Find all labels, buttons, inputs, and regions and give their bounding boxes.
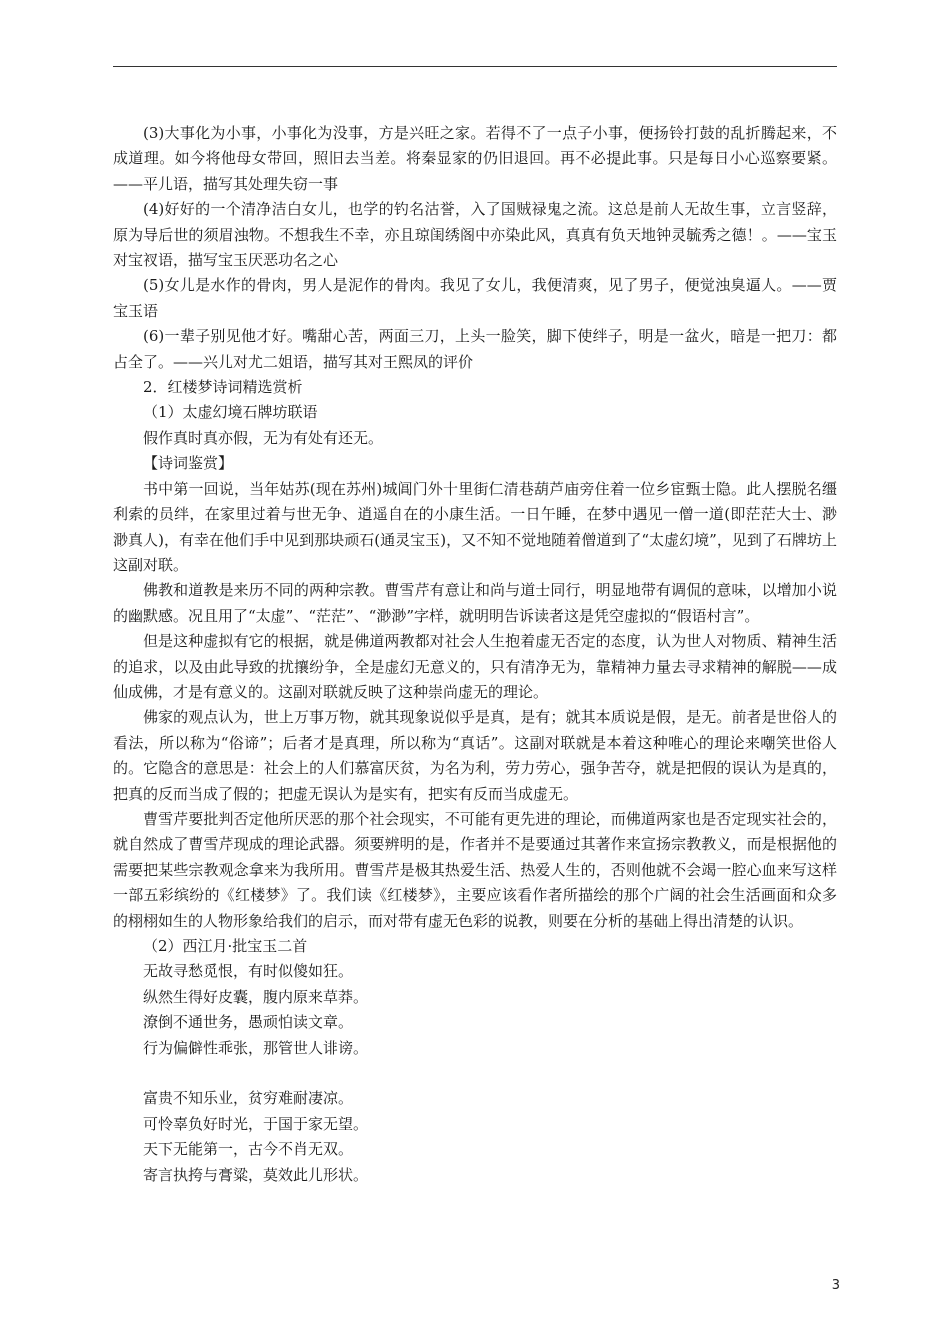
section-heading-poems: 2．红楼梦诗词精选赏析 [143,378,303,397]
appreciation-label: 【诗词鉴赏】 [143,454,234,473]
header-rule [113,66,837,67]
subheading-couplet: （1）太虚幻境石牌坊联语 [143,403,318,422]
analysis-paragraph: 佛教和道教是来历不同的两种宗教。曹雪芹有意让和尚与道士同行，明显地带有调侃的意味，以增加小说的幽默感。况且用了“太虚”、“茫茫”、“渺渺”字样，就明明告诉读者这是凭空虚拟的“假语村言”。 [113,581,837,625]
poem-line: 无故寻愁觅恨，有时似傻如狂。 [143,962,354,981]
subheading-xijiangyue: （2）西江月·批宝玉二首 [143,937,308,955]
poem-line: 可怜辜负好时光，于国于家无望。 [143,1114,369,1133]
quote-4: (4)好好的一个清净洁白女儿，也学的钓名沽誉，入了国贼禄鬼之流。这总是前人无故生事，立言竖辞，原为导后世的须眉浊物。不想我生不幸，亦且琼闺绣阁中亦染此风，真真有负天地钟灵毓秀之德！。——宝玉对宝衩语，描写宝玉厌恶功名之心 [113,200,837,270]
analysis-paragraph: 但是这种虚拟有它的根据，就是佛道两教都对社会人生抱着虚无否定的态度，认为世人对物质、精神生活的追求，以及由此导致的扰攘纷争，全是虚幻无意义的，只有清净无为，靠精神力量去寻求精神的解脱——成仙成佛，才是有意义的。这副对联就反映了这种崇尚虚无的理论。 [113,632,837,701]
poem-line: 寄言执挎与膏粱，莫效此儿形状。 [143,1165,369,1184]
poem-line: 行为偏僻性乖张，那管世人诽谤。 [143,1038,369,1057]
poem-stanza-1 [113,959,837,1061]
poem-line: 天下无能第一，古今不肖无双。 [143,1140,354,1159]
quote-3: (3)大事化为小事，小事化为没事，方是兴旺之家。若得不了一点子小事，便扬铃打鼓的乱折腾起来，不成道理。如今将他母女带回，照旧去当差。将秦显家的仍旧退回。再不必提此事。只是每日小心巡察要紧。——平儿语，描写其处理失窃一事 [113,124,837,193]
quote-5: (5)女儿是水作的骨肉，男人是泥作的骨肉。我见了女儿，我便清爽，见了男子，便觉浊臭逼人。——贾宝玉语 [113,276,837,320]
document-body [113,121,837,1188]
poem-line: 潦倒不通世务，愚顽怕读文章。 [143,1013,354,1032]
page-number: 3 [831,1278,840,1293]
couplet-text: 假作真时真亦假，无为有处有还无。 [143,428,384,447]
poem-line: 纵然生得好皮囊，腹内原来草莽。 [143,987,369,1006]
analysis-paragraph: 书中第一回说，当年姑苏(现在苏州)城阊门外十里街仁清巷葫芦庙旁住着一位乡宦甄士隐。此人摆脱名缰利索的员绊，在家里过着与世无争、逍遥自在的小康生活。一日午睡，在梦中遇见一僧一道(即茫茫大士、渺渺真人)，有幸在他们手中见到那块顽石(通灵宝玉)，又不知不觉地随着僧道到了“太虚幻境”，见到了石牌坊上这副对联。 [113,479,837,574]
analysis-paragraph: 曹雪芹要批判否定他所厌恶的那个社会现实，不可能有更先进的理论，而佛道两家也是否定现实社会的，就自然成了曹雪芹现成的理论武器。须要辨明的是，作者并不是要通过其著作来宣扬宗教教义，而是根据他的需要把某些宗教观念拿来为我所用。曹雪芹是极其热爱生活、热爱人生的，否则他就不会竭一腔心血来写这样一部五彩缤纷的《红楼梦》了。我们读《红楼梦》，主要应该看作者所描绘的那个广阔的社会生活画面和众多的栩栩如生的人物形象给我们的启示，而对带有虚无色彩的说教，则要在分析的基础上得出清楚的认识。 [113,809,837,930]
stanza-spacer [113,1061,837,1086]
quote-6: (6)一辈子别见他才好。嘴甜心苦，两面三刀，上头一脸笑，脚下使绊子，明是一盆火，暗是一把刀：都占全了。——兴儿对尤二姐语，描写其对王熙凤的评价 [113,327,837,371]
poem-stanza-2 [113,1086,837,1188]
poem-line: 富贵不知乐业，贫穷难耐凄凉。 [143,1089,354,1108]
analysis-paragraph: 佛家的观点认为，世上万事万物，就其现象说似乎是真，是有；就其本质说是假，是无。前者是世俗人的看法，所以称为“俗谛”；后者才是真理，所以称为“真话”。这副对联就是本着这种唯心的理论来嘲笑世俗人的。它隐含的意思是：社会上的人们慕富厌贫，为名为利，劳力劳心，强争苦夺，就是把假的误认为是真的，把真的反而当成了假的；把虚无误认为是实有，把实有反而当成虚无。 [113,708,837,803]
